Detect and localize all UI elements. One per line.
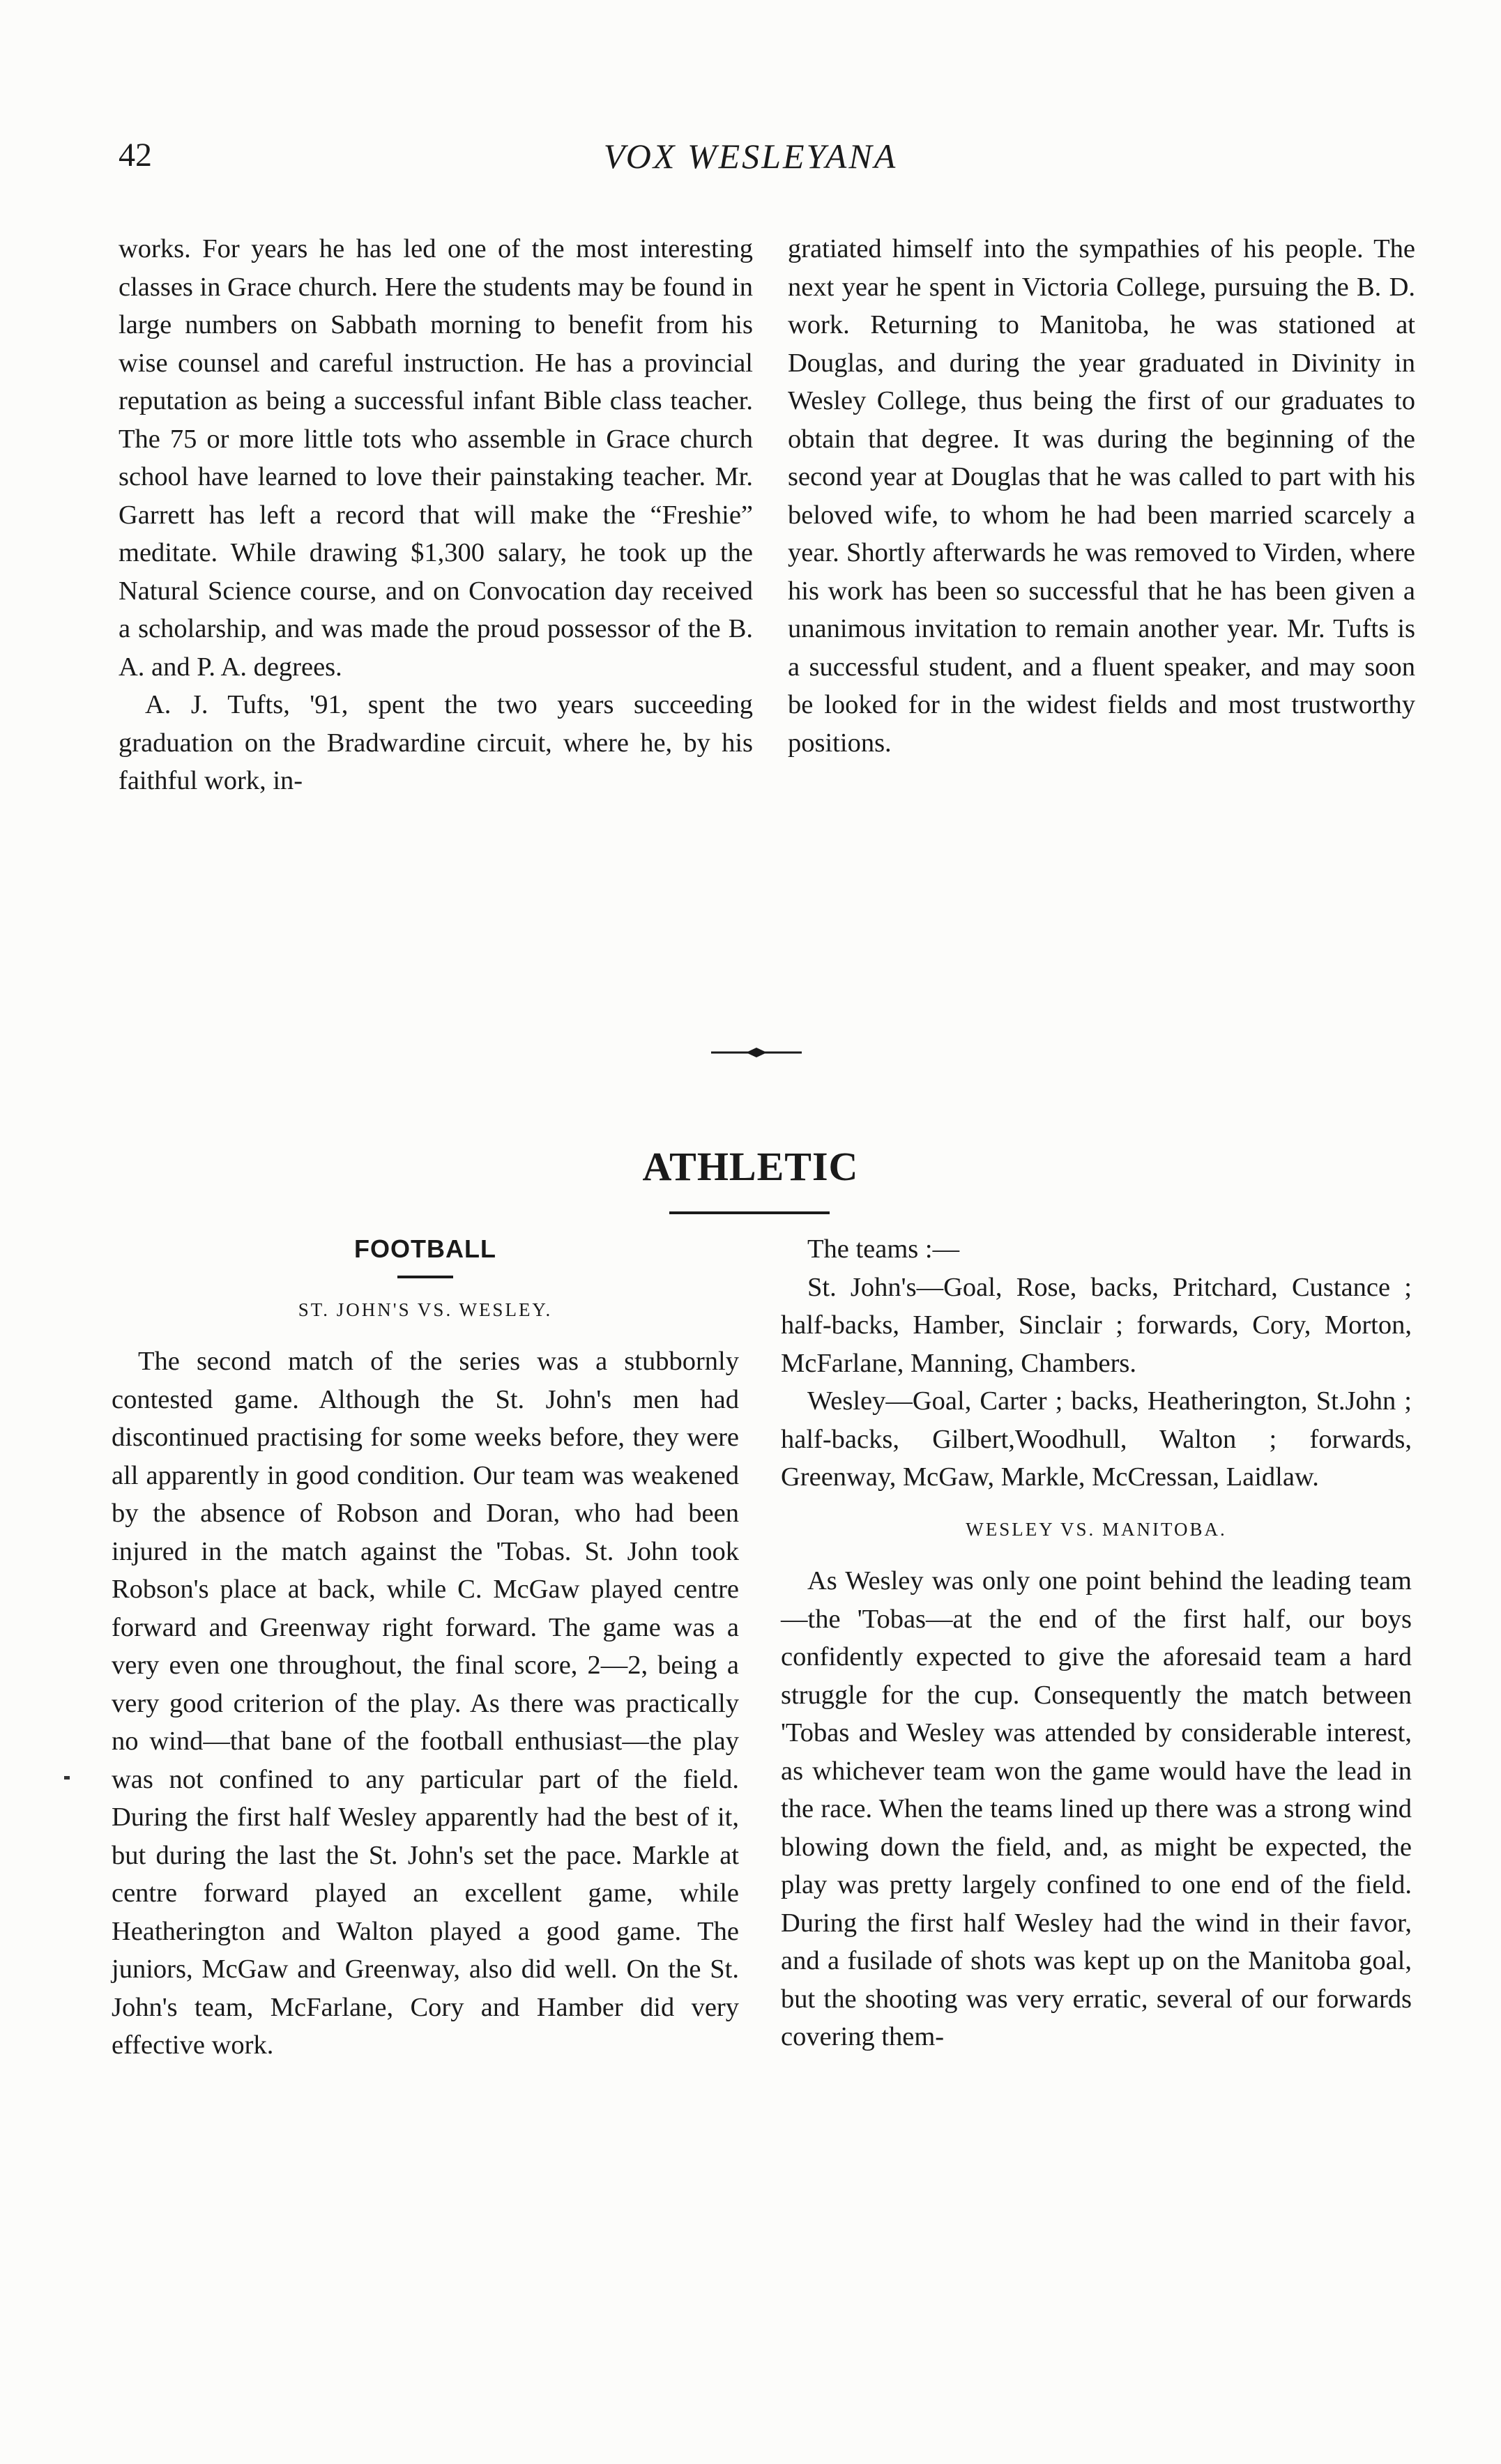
paragraph: The second match of the series was a stubbornly contested game. Although the St. John's men had discontinued practising for some weeks before, they were all apparently in good condition. Our team was weakened by the absence of Robson and Doran, who had been injured in the match against the 'Tobas. St. John took Robson's place at back, while C. McGaw played centre forward and Greenway right forward. The game was a very even one throughout, the final score, 2—2, being a very good criterion of the play. As there was practically no wind—that bane of the football enthusiast—the play was not confined to any particular part of the field. During the first half Wesley apparently had the best of it, but during the last the St. John's set the pace. Markle at centre forward played an excellent game, while Heatherington and Walton played a good game. The juniors, McGaw and Greenway, also did well. On the St. John's team, McFarlane, Cory and Hamber did very effective work. <box>112 1347 739 2060</box>
match-heading: WESLEY VS. MANITOBA. <box>966 1518 1227 1540</box>
heading-rule <box>397 1276 453 1278</box>
top-right-column <box>788 230 1415 762</box>
journal-title: VOX WESLEYANA <box>603 137 898 176</box>
paragraph: A. J. Tufts, '91, spent the two years succeeding graduation on the Bradwardine circuit, where he, by his faithful work, in- <box>119 690 753 795</box>
match-heading: ST. JOHN'S VS. WESLEY. <box>298 1299 553 1320</box>
ornament-divider <box>711 1046 802 1059</box>
football-right-column <box>781 1230 1412 2056</box>
football-heading: FOOTBALL <box>354 1234 496 1263</box>
section-rule <box>669 1211 830 1214</box>
paragraph: As Wesley was only one point behind the leading team—the 'Tobas—at the end of the first half, our boys confidently expected to give the aforesaid team a hard struggle for the cup. Consequently the match between 'Tobas and Wesley was attended by considerable interest, as whichever team won the game would have the lead in the race. When the teams lined up there was a strong wind blowing down the field, and, as might be expected, the play was pretty largely confined to one end of the field. During the first half Wesley had the wind in their favor, and a fusilade of shots was kept up on the Manitoba goal, but the shooting was very erratic, several of our forwards covering them- <box>781 1566 1412 2051</box>
top-left-column <box>119 230 753 800</box>
paragraph: gratiated himself into the sympathies of his people. The next year he spent in Victoria College, pursuing the B. D. work. Returning to Manitoba, he was stationed at Douglas, and during the year graduated in Divinity in Wesley College, thus being the first of our graduates to obtain that degree. It was during the beginning of the second year at Douglas that he was called to part with his beloved wife, to whom he had been married scarcely a year. Shortly afterwards he was removed to Virden, where his work has been so successful that he has been given a unanimous invitation to remain another year. Mr. Tufts is a successful student, and a fluent speaker, and may soon be looked for in the widest fields and most trustworthy positions. <box>788 234 1415 758</box>
teams-intro: The teams :— <box>807 1234 960 1264</box>
margin-mark <box>64 1776 70 1780</box>
paragraph: works. For years he has led one of the most interesting classes in Grace church. Here the students may be found in large numbers on Sabbath morning to benefit from his wise counsel and careful instruction. He has a provincial reputation as being a successful infant Bible class teacher. The 75 or more little tots who assemble in Grace church school have learned to love their painstaking teacher. Mr. Garrett has left a record that will make the “Freshie” meditate. While drawing $1,300 salary, he took up the Natural Science course, and on Convocation day received a scholarship, and was made the proud possessor of the B. A. and P. A. degrees. <box>119 234 753 682</box>
team-list: Wesley—Goal, Carter ; backs, Heatherington, St.John ; half-backs, Gilbert,Woodhull, Walton ; forwards, Greenway, McGaw, Markle, McCressan, Laidlaw. <box>781 1386 1412 1492</box>
page-number: 42 <box>119 137 152 174</box>
team-list: St. John's—Goal, Rose, backs, Pritchard, Custance ; half-backs, Hamber, Sinclair ; forwards, Cory, Morton, McFarlane, Manning, Chambers. <box>781 1272 1412 1378</box>
football-left-column <box>112 1230 739 2065</box>
section-title: ATHLETIC <box>642 1144 859 1189</box>
